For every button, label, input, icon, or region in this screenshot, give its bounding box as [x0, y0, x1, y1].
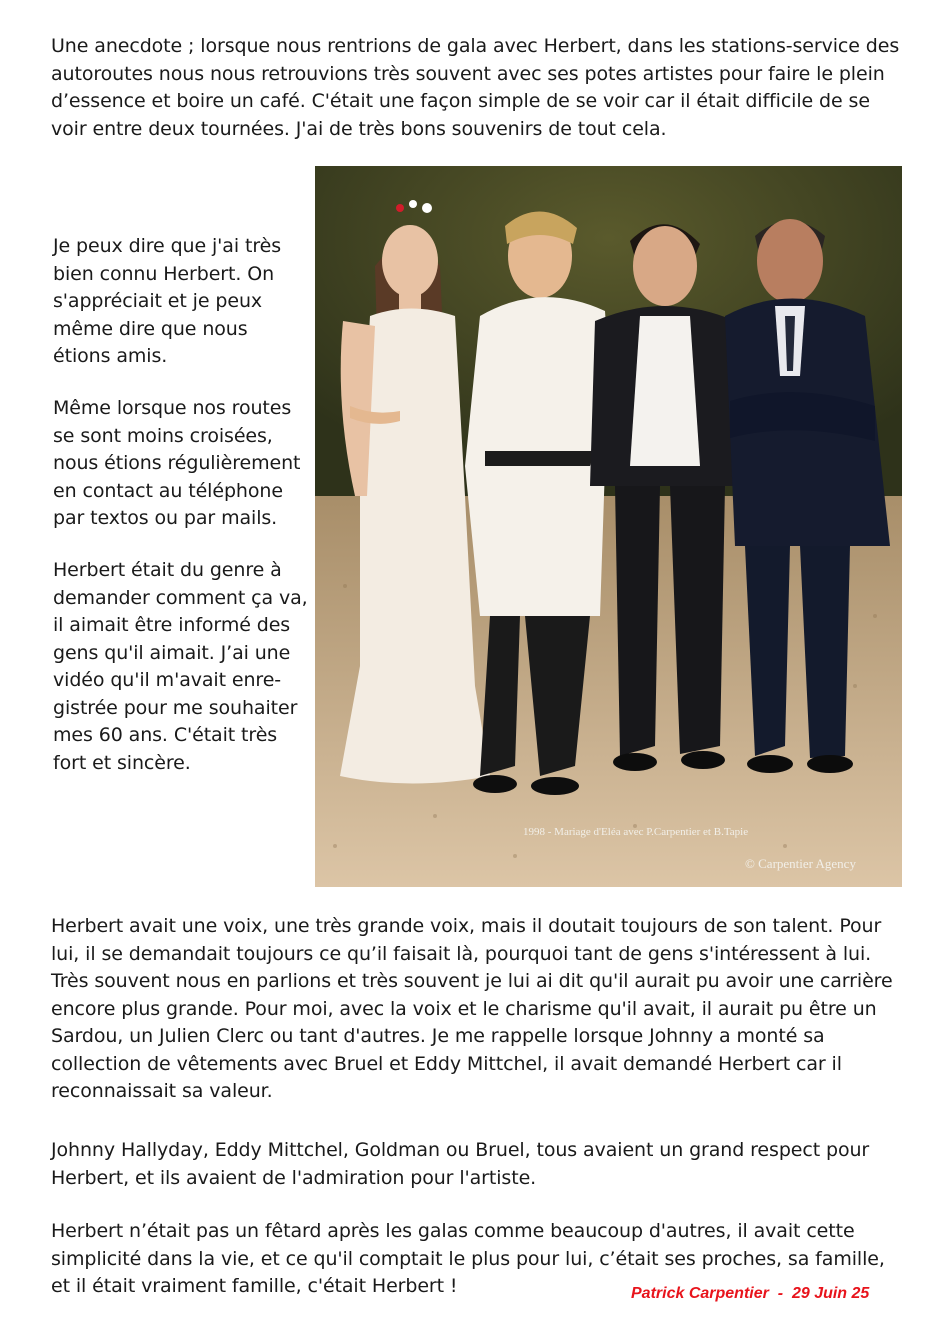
sidebar-line: Herbert était du genre à — [53, 559, 282, 581]
body-line: Sardou, un Julien Clerc ou tant d'autres. Je me rappelle lorsque Johnny a monté sa — [51, 1025, 825, 1047]
sidebar-line: mes 60 ans. C'était très — [53, 724, 278, 746]
sidebar-line: bien connu Herbert. On — [53, 262, 275, 285]
body-line: Herbert n’était pas un fêtard après les galas comme beaucoup d'autres, il avait cette — [51, 1220, 855, 1242]
sidebar-line: il aimait être informé des — [53, 614, 291, 636]
sidebar-paragraph-1 — [53, 233, 313, 371]
sidebar-line: même dire que nous — [53, 317, 248, 340]
body-line: Herbert, et ils avaient de l'admiration pour l'artiste. — [51, 1166, 537, 1189]
sidebar-line: se sont moins croisées, — [53, 424, 273, 447]
sidebar-line: Je peux dire que j'ai très — [53, 235, 281, 257]
sidebar-line: par textos ou par mails. — [53, 507, 278, 529]
body-line: Très souvent nous en parlions et très souvent je lui ai dit qu'il aurait pu avoir une carrière — [51, 970, 893, 992]
sidebar-paragraph-2 — [53, 395, 313, 533]
sidebar-line: s'appréciait et je peux — [53, 290, 263, 312]
body-paragraph-1 — [51, 913, 931, 1106]
group-photo — [315, 166, 902, 887]
sidebar-line: gistrée pour me souhaiter — [53, 696, 298, 719]
intro-paragraph — [51, 33, 921, 143]
sidebar-line: gens qu'il aimait. J’ai une — [53, 641, 291, 664]
sidebar-line: nous étions régulièrement — [53, 452, 301, 474]
body-line: lui, il se demandait toujours ce qu’il faisait là, pourquoi tant de gens s'intéressent à lui. — [51, 942, 872, 965]
intro-line: d’essence et boire un café. C'était une façon simple de se voir car il était difficile de se — [51, 90, 870, 112]
sidebar-line: vidéo qu'il m'avait enre- — [53, 669, 282, 691]
body-line: Herbert avait une voix, une très grande voix, mais il doutait toujours de son talent. Pour — [51, 915, 882, 937]
intro-line: voir entre deux tournées. J'ai de très bons souvenirs de tout cela. — [51, 117, 667, 140]
body-line: et il était vraiment famille, c'était Herbert ! — [51, 1275, 458, 1297]
body-line: Johnny Hallyday, Eddy Mittchel, Goldman ou Bruel, tous avaient un grand respect pour — [51, 1139, 870, 1161]
photo-copyright: © Carpentier Agency — [745, 856, 856, 871]
sidebar-line: Même lorsque nos routes — [53, 397, 292, 419]
body-line: encore plus grande. Pour moi, avec la voix et le charisme qu'il avait, il aurait pu être un — [51, 997, 877, 1020]
body-line: reconnaissait sa valeur. — [51, 1080, 273, 1102]
author-signature: Patrick Carpentier - 29 Juin 25 — [631, 1285, 870, 1302]
body-line: collection de vêtements avec Bruel et Eddy Mittchel, il avait demandé Herbert car il — [51, 1052, 842, 1075]
intro-line: autoroutes nous nous retrouvions très souvent avec ses potes artistes pour faire le plein — [51, 62, 885, 85]
sidebar-line: fort et sincère. — [53, 751, 191, 774]
body-paragraph-2 — [51, 1137, 931, 1192]
sidebar-paragraph-3 — [53, 557, 313, 777]
intro-line: Une anecdote ; lorsque nous rentrions de gala avec Herbert, dans les stations-service des — [51, 35, 900, 57]
sidebar-line: en contact au téléphone — [53, 479, 283, 502]
sidebar-line: demander comment ça va, — [53, 586, 308, 609]
sidebar-line: étions amis. — [53, 345, 168, 367]
photo-caption: 1998 - Mariage d'Eléa avec P.Carpentier et B.Tapie — [523, 826, 749, 838]
group-photo-illustration — [315, 166, 902, 887]
body-line: simplicité dans la vie, et ce qu'il comptait le plus pour lui, c’était ses proches, sa famille, — [51, 1247, 885, 1270]
